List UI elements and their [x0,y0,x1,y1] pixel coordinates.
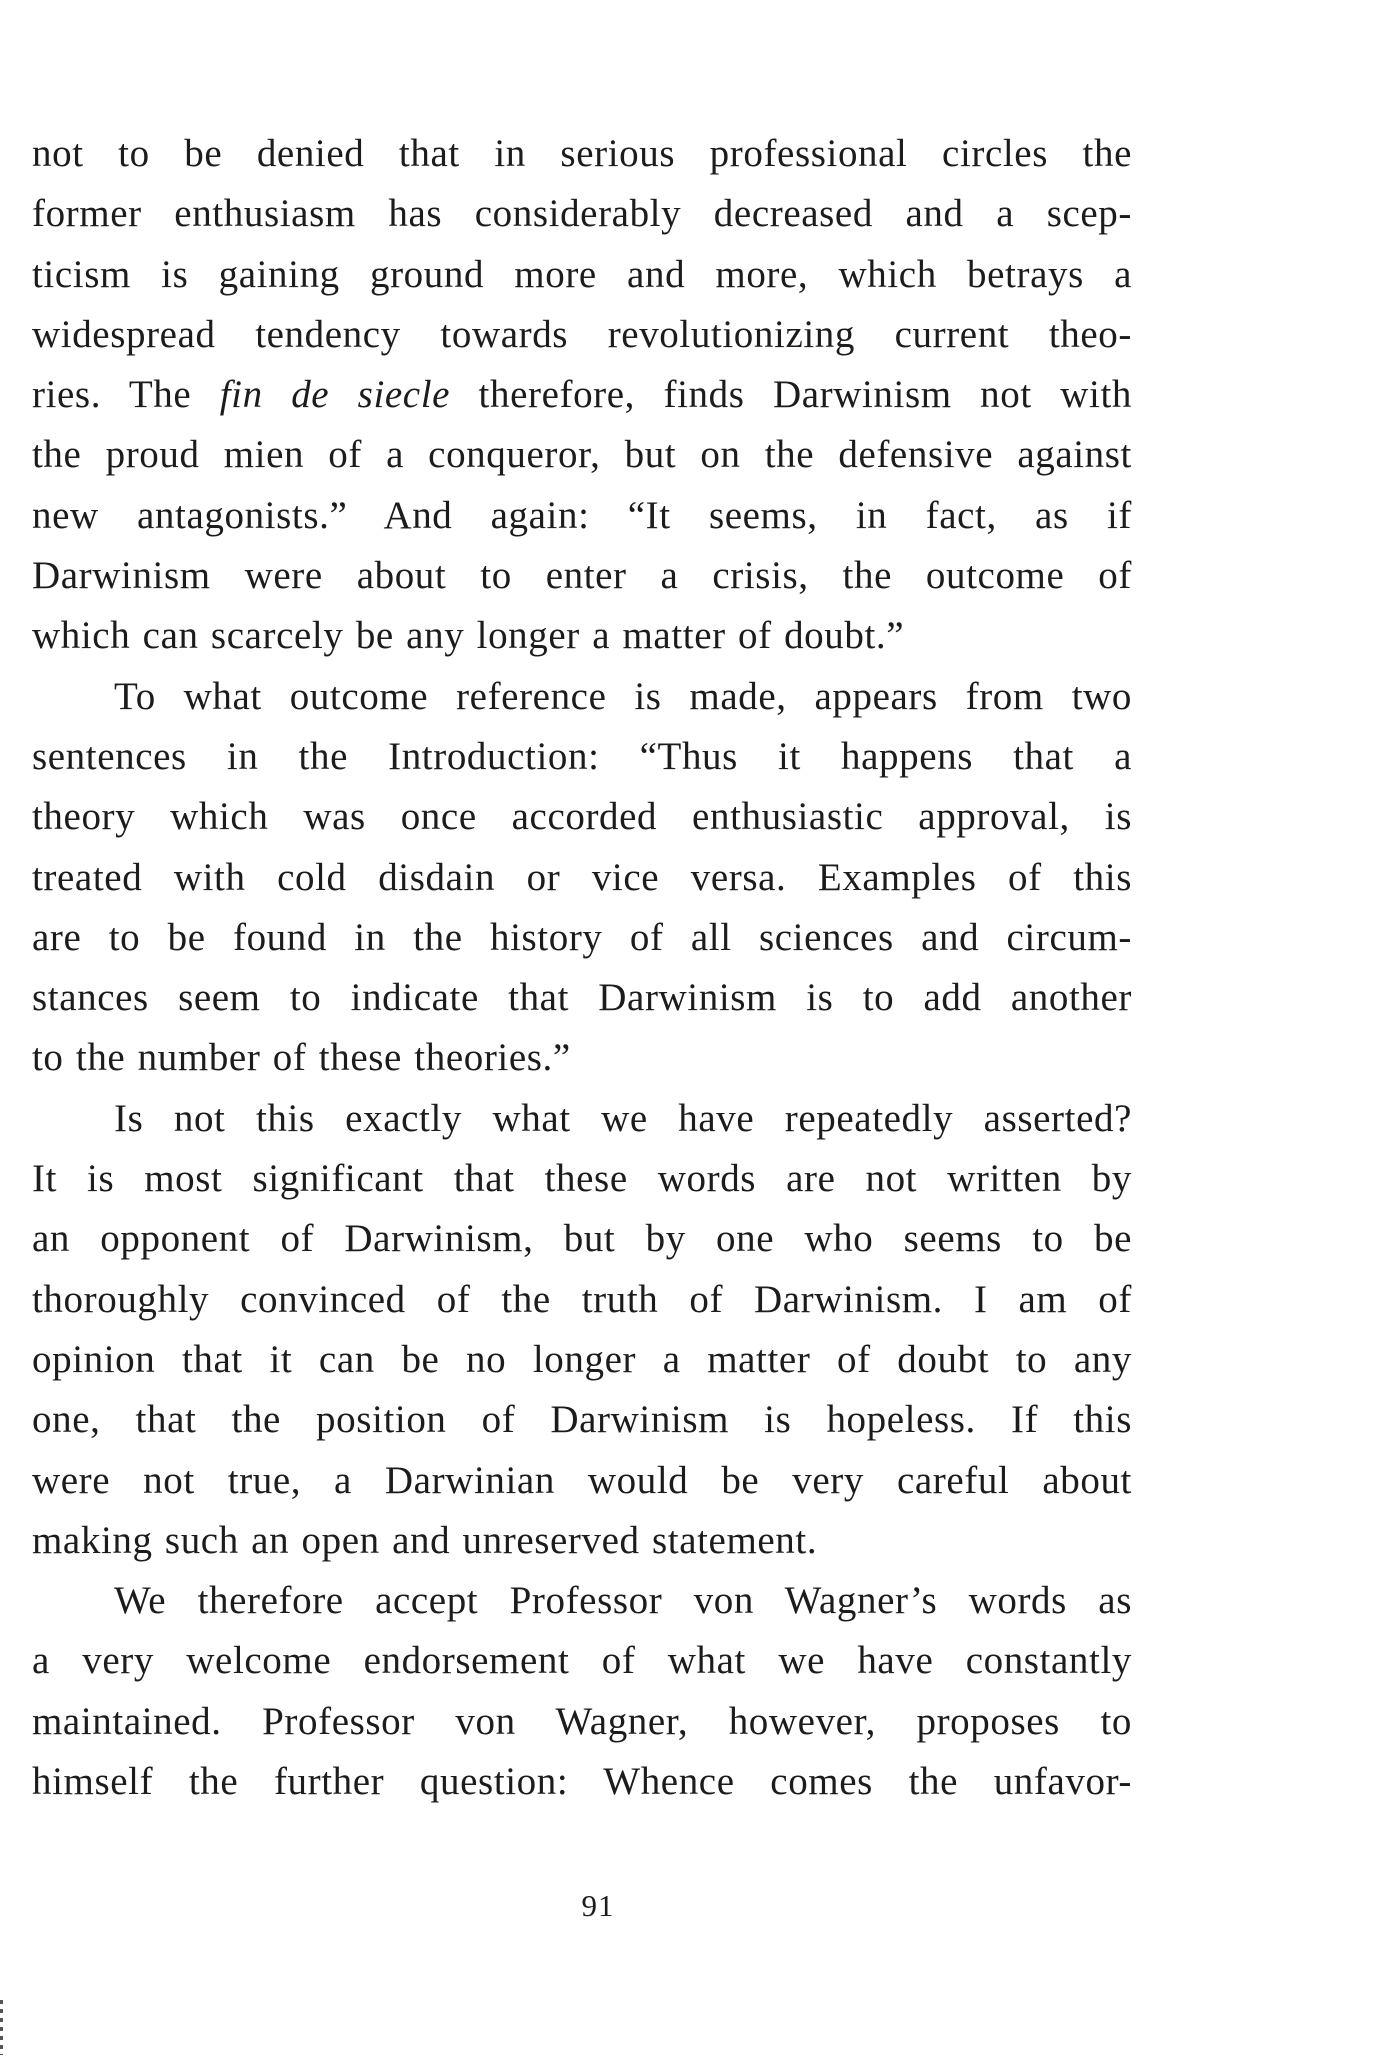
italic-phrase: fin de siecle [219,373,451,417]
text-line: an opponent of Darwinism, but by one who seems to be [32,1217,1132,1261]
text-line: treated with cold disdain or vice versa. Examples of this [32,855,1132,899]
text-line: ticism is gaining ground more and more, which betrays a [32,252,1132,296]
text-line: new antagonists.” And again: “It seems, in fact, as if [32,493,1132,537]
paragraph-2 [32,667,1132,1089]
text-line: one, that the position of Darwinism is hopeless. If this [32,1398,1132,1442]
paragraph-1 [32,124,1132,667]
text-line: sentences in the Introduction: “Thus it happens that a [32,734,1132,778]
scan-edge-mark [0,2000,3,2055]
text-line: not to be denied that in serious professional circles the [32,132,1132,175]
paragraph-4 [32,1571,1132,1812]
text-line: Darwinism were about to enter a crisis, the outcome of [32,554,1132,598]
text-line: to the number of these theories.” [32,1036,571,1080]
page-number: 91 [581,1888,615,1923]
text-line: were not true, a Darwinian would be very careful about [32,1458,1132,1502]
text-line: thoroughly convinced of the truth of Darwinism. I am of [32,1277,1132,1321]
text-line: stances seem to indicate that Darwinism is to add another [32,976,1132,1020]
text-line-italic-phrase: ries. The fin de siecle therefore, finds Darwinism not with [32,373,1132,417]
text-line: making such an open and unreserved statement. [32,1518,818,1562]
text-line: maintained. Professor von Wagner, however, proposes to [32,1699,1132,1743]
text-line: To what outcome reference is made, appears from two [114,674,1132,718]
text-line: widespread tendency towards revolutionizing current theo- [32,312,1132,356]
text-line: theory which was once accorded enthusiastic approval, is [32,795,1132,839]
text-line: a very welcome endorsement of what we have constantly [32,1639,1132,1683]
text-line: which can scarcely be any longer a matter of doubt.” [32,614,905,658]
text-line: himself the further question: Whence comes the unfavor- [32,1760,1132,1804]
paragraph-3 [32,1089,1132,1571]
body-text [32,124,1132,1812]
text-line: are to be found in the history of all sciences and circum- [32,915,1132,959]
text-line: former enthusiasm has considerably decreased and a scep- [32,192,1132,236]
text-line: We therefore accept Professor von Wagner’s words as [114,1579,1132,1623]
text-line: the proud mien of a conqueror, but on the defensive against [32,433,1132,477]
text-line: opinion that it can be no longer a matter of doubt to any [32,1337,1132,1381]
text-line: Is not this exactly what we have repeatedly asserted? [114,1096,1132,1140]
text-line: It is most significant that these words are not written by [32,1157,1132,1201]
